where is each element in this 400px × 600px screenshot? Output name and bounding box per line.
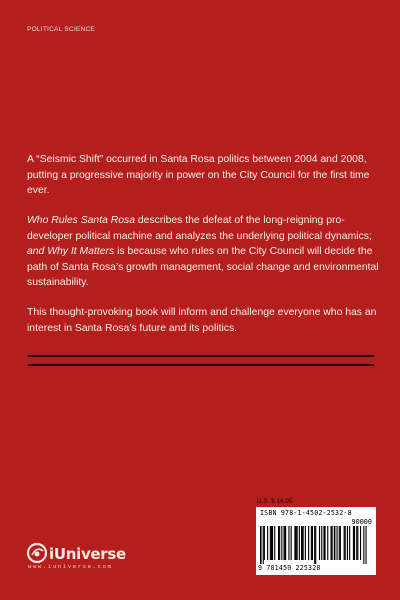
barcode-bar <box>303 526 304 560</box>
barcode-bar <box>347 526 348 560</box>
blurb-paragraph-2-mid: describes the defeat of the long-reigning pro-developer political machine and analyzes the underlying political dynamics; <box>27 215 372 242</box>
price-label: U.S. $ 16.95 <box>257 498 293 505</box>
iuniverse-swirl-icon <box>26 542 48 564</box>
barcode-bar <box>357 526 358 560</box>
barcode-bar <box>264 526 265 560</box>
blurb-paragraph-2 <box>27 213 379 291</box>
publisher-logo <box>26 542 146 582</box>
barcode-bar <box>288 526 289 560</box>
category-label: POLITICAL SCIENCE <box>27 26 96 33</box>
barcode-bar <box>272 526 273 560</box>
blurb-paragraph-1: A “Seismic Shift” occurred in Santa Rosa politics between 2004 and 2008, putting a progressive majority in power on the City Council for the first time ever. <box>27 154 370 196</box>
barcode-bar <box>321 526 322 560</box>
barcode-bar <box>345 526 346 560</box>
divider-rule-bottom <box>28 364 374 366</box>
barcode-bar <box>263 526 264 564</box>
barcode-bar <box>339 526 340 560</box>
barcode-bar <box>325 526 326 560</box>
barcode-bar <box>331 526 332 560</box>
barcode-bar <box>305 526 306 560</box>
barcode-bar <box>337 526 338 560</box>
barcode-bar <box>274 526 275 560</box>
barcode-bar <box>260 526 262 564</box>
barcode-bar <box>340 526 341 560</box>
divider-rule-top <box>28 355 374 357</box>
barcode-digits: 9 781450 225328 <box>258 564 321 572</box>
book-subtitle: and Why It Matters <box>27 246 115 257</box>
barcode-bar <box>354 526 355 560</box>
barcode-bar <box>270 526 271 560</box>
barcode-bar <box>332 526 333 560</box>
book-title: Who Rules Santa Rosa <box>27 215 136 226</box>
barcode-bar <box>334 526 336 560</box>
barcode-bar <box>363 526 364 564</box>
blurb-paragraph-3: This thought-provoking book will inform and challenge everyone who has an interest in Santa Rosa’s future and its politics. <box>27 307 377 334</box>
barcode-bar <box>291 526 292 560</box>
barcode-bar <box>360 526 361 560</box>
barcode-bar <box>294 526 295 560</box>
barcode-bar <box>327 526 328 560</box>
barcode-bar <box>366 526 367 564</box>
barcode-bar <box>267 526 268 560</box>
barcode-bar <box>353 526 354 560</box>
barcode-bar <box>356 526 357 560</box>
barcode-bar <box>271 526 272 560</box>
barcode-bar <box>278 526 279 560</box>
barcode-bar <box>279 526 280 560</box>
barcode-bar <box>296 526 297 560</box>
barcode-bars <box>260 526 372 564</box>
barcode-bar <box>308 526 309 560</box>
publisher-name: iUniverse <box>49 545 126 563</box>
barcode-addon-number: 90000 <box>351 518 372 526</box>
barcode-bar <box>323 526 324 560</box>
barcode-bar <box>285 526 287 560</box>
barcode-bar <box>349 526 350 560</box>
barcode-bar <box>314 526 315 564</box>
barcode-bar <box>281 526 282 560</box>
barcode-bar <box>284 526 285 560</box>
cover-blurb <box>27 152 379 351</box>
barcode-bar <box>319 526 320 560</box>
publisher-url: www.iuniverse.com <box>28 564 113 570</box>
isbn-barcode <box>256 507 376 575</box>
barcode-bar <box>312 526 313 560</box>
barcode-bar <box>315 526 316 564</box>
barcode-bar <box>299 526 300 560</box>
barcode-bar <box>344 526 345 560</box>
barcode-bar <box>301 526 303 560</box>
barcode-bar <box>297 526 298 560</box>
barcode-bar <box>311 526 312 560</box>
isbn-number: ISBN 978-1-4502-2532-8 <box>260 509 352 517</box>
blurb-paragraph-2-end: is because who rules on the City Council will decide the path of Santa Rosa’s growth management, social change and environmental sustainability. <box>27 246 379 288</box>
